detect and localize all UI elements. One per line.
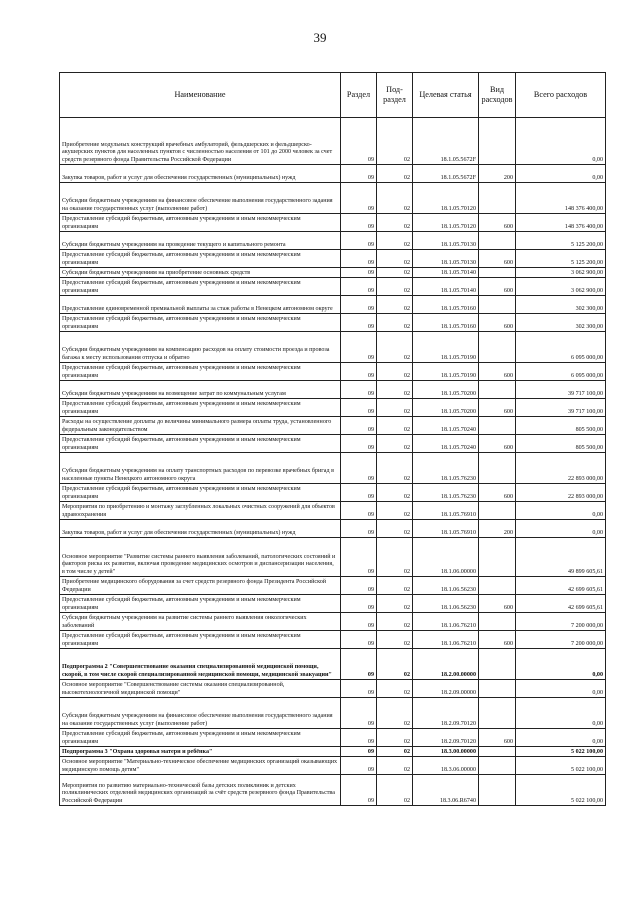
cell-name: Закупка товаров, работ и услуг для обеспечения государственных (муниципальных) нужд bbox=[60, 165, 341, 183]
cell-subsection: 02 bbox=[377, 250, 413, 268]
cell-name: Предоставление субсидий бюджетным, автономным учреждениям и иным некоммерческим организациям bbox=[60, 278, 341, 296]
cell-subsection: 02 bbox=[377, 757, 413, 775]
cell-name: Предоставление субсидий бюджетным, автономным учреждениям и иным некоммерческим организациям bbox=[60, 595, 341, 613]
cell-subsection: 02 bbox=[377, 296, 413, 314]
cell-name: Предоставление субсидий бюджетным, автономным учреждениям и иным некоммерческим организациям bbox=[60, 729, 341, 747]
cell-name: Мероприятия по развитию материально-технической базы детских поликлиник и детских поликлинических отделений медицинских организаций за счёт средств резервного фонда Правительства Российской Федерации bbox=[60, 775, 341, 806]
cell-name: Подпрограмма 2 "Совершенствование оказания специализированной медицинской помощи, скорой, в том числе скорой специализированной медицинской помощи, медицинской эвакуации" bbox=[60, 649, 341, 680]
cell-total: 0,00 bbox=[516, 649, 606, 680]
cell-name: Предоставление субсидий бюджетным, автономным учреждениям и иным некоммерческим организациям bbox=[60, 250, 341, 268]
cell-subsection: 02 bbox=[377, 502, 413, 520]
cell-kind: 600 bbox=[479, 399, 516, 417]
cell-section: 09 bbox=[341, 680, 377, 698]
cell-total: 5 125 200,00 bbox=[516, 250, 606, 268]
cell-target: 18.2.00.00000 bbox=[413, 649, 479, 680]
cell-section: 09 bbox=[341, 453, 377, 484]
cell-target: 18.3.06.R6740 bbox=[413, 775, 479, 806]
table-row bbox=[60, 577, 606, 595]
cell-kind: 600 bbox=[479, 484, 516, 502]
cell-kind bbox=[479, 502, 516, 520]
cell-subsection: 02 bbox=[377, 698, 413, 729]
cell-section: 09 bbox=[341, 757, 377, 775]
cell-subsection: 02 bbox=[377, 729, 413, 747]
cell-section: 09 bbox=[341, 417, 377, 435]
table-row bbox=[60, 502, 606, 520]
cell-target: 18.1.05.70200 bbox=[413, 381, 479, 399]
cell-section: 09 bbox=[341, 729, 377, 747]
cell-kind bbox=[479, 680, 516, 698]
table-row bbox=[60, 232, 606, 250]
cell-target: 18.1.05.76910 bbox=[413, 520, 479, 538]
table-row bbox=[60, 729, 606, 747]
cell-total: 3 062 900,00 bbox=[516, 278, 606, 296]
cell-name: Подпрограмма 3 "Охрана здоровья матери и ребёнка" bbox=[60, 747, 341, 757]
table-row bbox=[60, 631, 606, 649]
header-name: Наименование bbox=[60, 73, 341, 118]
cell-total: 0,00 bbox=[516, 729, 606, 747]
cell-section: 09 bbox=[341, 747, 377, 757]
cell-target: 18.1.05.70160 bbox=[413, 314, 479, 332]
cell-target: 18.1.05.70240 bbox=[413, 417, 479, 435]
cell-target: 18.1.06.56230 bbox=[413, 577, 479, 595]
cell-target: 18.1.05.70130 bbox=[413, 232, 479, 250]
cell-subsection: 02 bbox=[377, 381, 413, 399]
cell-section: 09 bbox=[341, 698, 377, 729]
table-row bbox=[60, 453, 606, 484]
cell-total: 42 699 605,61 bbox=[516, 577, 606, 595]
table-row bbox=[60, 613, 606, 631]
table-body bbox=[60, 118, 606, 806]
table-row bbox=[60, 417, 606, 435]
cell-section: 09 bbox=[341, 250, 377, 268]
table-row bbox=[60, 698, 606, 729]
cell-target: 18.1.06.56230 bbox=[413, 595, 479, 613]
cell-target: 18.1.05.70190 bbox=[413, 363, 479, 381]
cell-target: 18.2.09.70120 bbox=[413, 698, 479, 729]
page-number: 39 bbox=[313, 30, 327, 45]
table-row bbox=[60, 363, 606, 381]
cell-subsection: 02 bbox=[377, 631, 413, 649]
cell-subsection: 02 bbox=[377, 183, 413, 214]
cell-subsection: 02 bbox=[377, 538, 413, 577]
cell-kind bbox=[479, 747, 516, 757]
cell-section: 09 bbox=[341, 296, 377, 314]
cell-total: 6 095 000,00 bbox=[516, 332, 606, 363]
table-row bbox=[60, 399, 606, 417]
cell-subsection: 02 bbox=[377, 613, 413, 631]
cell-target: 18.1.05.5672F bbox=[413, 165, 479, 183]
cell-name: Расходы на осуществление доплаты до величины минимального размера оплаты труда, установленного федеральным законодательством bbox=[60, 417, 341, 435]
cell-section: 09 bbox=[341, 314, 377, 332]
cell-target: 18.1.05.70190 bbox=[413, 332, 479, 363]
table-row bbox=[60, 775, 606, 806]
cell-name: Приобретение модульных конструкций врачебных амбулаторий, фельдшерских и фельдшерско-акушерских пунктов для населенных пунктов с численностью населения от 101 до 2000 человек за счет средств резервного фонда Правительства Российской Федерации bbox=[60, 118, 341, 165]
cell-kind: 600 bbox=[479, 595, 516, 613]
cell-target: 18.1.05.70120 bbox=[413, 183, 479, 214]
cell-kind bbox=[479, 118, 516, 165]
cell-section: 09 bbox=[341, 484, 377, 502]
cell-target: 18.1.05.76230 bbox=[413, 484, 479, 502]
cell-subsection: 02 bbox=[377, 577, 413, 595]
cell-subsection: 02 bbox=[377, 649, 413, 680]
cell-total: 7 200 000,00 bbox=[516, 631, 606, 649]
cell-kind bbox=[479, 757, 516, 775]
cell-section: 09 bbox=[341, 268, 377, 278]
cell-target: 18.3.00.00000 bbox=[413, 747, 479, 757]
cell-kind: 600 bbox=[479, 278, 516, 296]
cell-name: Предоставление субсидий бюджетным, автономным учреждениям и иным некоммерческим организациям bbox=[60, 631, 341, 649]
cell-total: 3 062 900,00 bbox=[516, 268, 606, 278]
cell-total: 805 500,00 bbox=[516, 417, 606, 435]
cell-subsection: 02 bbox=[377, 332, 413, 363]
cell-section: 09 bbox=[341, 775, 377, 806]
cell-subsection: 02 bbox=[377, 417, 413, 435]
cell-kind: 600 bbox=[479, 250, 516, 268]
cell-name: Предоставление субсидий бюджетным, автономным учреждениям и иным некоммерческим организациям bbox=[60, 363, 341, 381]
table-row bbox=[60, 538, 606, 577]
cell-target: 18.1.05.70130 bbox=[413, 250, 479, 268]
cell-subsection: 02 bbox=[377, 118, 413, 165]
cell-kind bbox=[479, 698, 516, 729]
cell-section: 09 bbox=[341, 118, 377, 165]
cell-section: 09 bbox=[341, 435, 377, 453]
header-section: Раздел bbox=[341, 73, 377, 118]
cell-kind bbox=[479, 417, 516, 435]
table-row bbox=[60, 520, 606, 538]
cell-kind bbox=[479, 538, 516, 577]
cell-subsection: 02 bbox=[377, 165, 413, 183]
cell-name: Субсидии бюджетным учреждениям на проведение текущего и капитального ремонта bbox=[60, 232, 341, 250]
cell-total: 0,00 bbox=[516, 698, 606, 729]
cell-total: 302 300,00 bbox=[516, 314, 606, 332]
header-total: Всего расходов bbox=[516, 73, 606, 118]
cell-subsection: 02 bbox=[377, 453, 413, 484]
cell-target: 18.1.05.5672F bbox=[413, 118, 479, 165]
cell-target: 18.3.06.00000 bbox=[413, 757, 479, 775]
cell-target: 18.1.06.00000 bbox=[413, 538, 479, 577]
cell-subsection: 02 bbox=[377, 747, 413, 757]
cell-section: 09 bbox=[341, 232, 377, 250]
cell-subsection: 02 bbox=[377, 268, 413, 278]
header-subsection: Под- раздел bbox=[377, 73, 413, 118]
cell-total: 5 022 100,00 bbox=[516, 757, 606, 775]
cell-subsection: 02 bbox=[377, 363, 413, 381]
table-row bbox=[60, 278, 606, 296]
cell-total: 0,00 bbox=[516, 502, 606, 520]
header-kind: Вид расходов bbox=[479, 73, 516, 118]
cell-name: Субсидии бюджетным учреждениям на оплату транспортных расходов по перевозке врачебных бригад в населенные пункты Ненецкого автономного округа bbox=[60, 453, 341, 484]
cell-section: 09 bbox=[341, 381, 377, 399]
cell-subsection: 02 bbox=[377, 399, 413, 417]
cell-kind bbox=[479, 268, 516, 278]
cell-total: 805 500,00 bbox=[516, 435, 606, 453]
cell-kind: 600 bbox=[479, 214, 516, 232]
cell-section: 09 bbox=[341, 595, 377, 613]
cell-name: Субсидии бюджетным учреждениям на приобретение основных средств bbox=[60, 268, 341, 278]
table-row bbox=[60, 296, 606, 314]
cell-kind: 600 bbox=[479, 435, 516, 453]
cell-section: 09 bbox=[341, 183, 377, 214]
cell-target: 18.2.09.70120 bbox=[413, 729, 479, 747]
cell-name: Субсидии бюджетным учреждениям на возмещение затрат по коммунальным услугам bbox=[60, 381, 341, 399]
cell-section: 09 bbox=[341, 577, 377, 595]
budget-table bbox=[59, 72, 606, 806]
cell-subsection: 02 bbox=[377, 520, 413, 538]
header-target: Целевая статья bbox=[413, 73, 479, 118]
cell-kind: 600 bbox=[479, 314, 516, 332]
cell-target: 18.2.09.00000 bbox=[413, 680, 479, 698]
cell-subsection: 02 bbox=[377, 484, 413, 502]
cell-kind bbox=[479, 381, 516, 399]
cell-kind: 600 bbox=[479, 631, 516, 649]
cell-section: 09 bbox=[341, 214, 377, 232]
table-row bbox=[60, 214, 606, 232]
cell-section: 09 bbox=[341, 613, 377, 631]
cell-target: 18.1.05.70200 bbox=[413, 399, 479, 417]
table-header-row bbox=[60, 73, 606, 118]
cell-kind bbox=[479, 577, 516, 595]
cell-section: 09 bbox=[341, 363, 377, 381]
cell-name: Субсидии бюджетным учреждениям на компенсацию расходов на оплату стоимости проезда и провоза багажа к месту использования отпуска и обратно bbox=[60, 332, 341, 363]
cell-total: 39 717 100,00 bbox=[516, 399, 606, 417]
cell-target: 18.1.05.70160 bbox=[413, 296, 479, 314]
cell-name: Предоставление субсидий бюджетным, автономным учреждениям и иным некоммерческим организациям bbox=[60, 314, 341, 332]
cell-section: 09 bbox=[341, 520, 377, 538]
cell-target: 18.1.05.70120 bbox=[413, 214, 479, 232]
table-row bbox=[60, 649, 606, 680]
cell-name: Предоставление субсидий бюджетным, автономным учреждениям и иным некоммерческим организациям bbox=[60, 399, 341, 417]
cell-kind: 600 bbox=[479, 729, 516, 747]
cell-name: Предоставление субсидий бюджетным, автономным учреждениям и иным некоммерческим организациям bbox=[60, 484, 341, 502]
cell-section: 09 bbox=[341, 332, 377, 363]
cell-total: 49 899 605,61 bbox=[516, 538, 606, 577]
cell-kind bbox=[479, 183, 516, 214]
cell-name: Предоставление единовременной премиальной выплаты за стаж работы в Ненецком автономном округе bbox=[60, 296, 341, 314]
cell-subsection: 02 bbox=[377, 435, 413, 453]
cell-total: 6 095 000,00 bbox=[516, 363, 606, 381]
cell-subsection: 02 bbox=[377, 232, 413, 250]
cell-total: 7 200 000,00 bbox=[516, 613, 606, 631]
cell-section: 09 bbox=[341, 649, 377, 680]
table-row bbox=[60, 381, 606, 399]
cell-subsection: 02 bbox=[377, 214, 413, 232]
cell-kind bbox=[479, 613, 516, 631]
table-row bbox=[60, 118, 606, 165]
cell-target: 18.1.05.70140 bbox=[413, 278, 479, 296]
table-row bbox=[60, 484, 606, 502]
cell-total: 302 300,00 bbox=[516, 296, 606, 314]
cell-total: 42 699 605,61 bbox=[516, 595, 606, 613]
cell-total: 5 125 200,00 bbox=[516, 232, 606, 250]
cell-kind bbox=[479, 332, 516, 363]
table-row bbox=[60, 332, 606, 363]
cell-section: 09 bbox=[341, 538, 377, 577]
cell-subsection: 02 bbox=[377, 278, 413, 296]
cell-target: 18.1.06.76210 bbox=[413, 631, 479, 649]
cell-total: 5 022 100,00 bbox=[516, 775, 606, 806]
cell-total: 0,00 bbox=[516, 118, 606, 165]
cell-kind bbox=[479, 649, 516, 680]
cell-total: 39 717 100,00 bbox=[516, 381, 606, 399]
cell-target: 18.1.05.70140 bbox=[413, 268, 479, 278]
table-row bbox=[60, 314, 606, 332]
cell-name: Субсидии бюджетным учреждениям на финансовое обеспечение выполнения государственного задания на оказание государственных услуг (выполнение работ) bbox=[60, 183, 341, 214]
table-row bbox=[60, 747, 606, 757]
cell-target: 18.1.05.76230 bbox=[413, 453, 479, 484]
cell-section: 09 bbox=[341, 278, 377, 296]
table-row bbox=[60, 250, 606, 268]
cell-subsection: 02 bbox=[377, 680, 413, 698]
cell-name: Основное мероприятие "Материально-техническое обеспечение медицинских организаций оказывающих медицинскую помощь детям" bbox=[60, 757, 341, 775]
cell-name: Основное мероприятие "Совершенствование системы оказания специализированной, высокотехнологичной медицинской помощи" bbox=[60, 680, 341, 698]
cell-subsection: 02 bbox=[377, 775, 413, 806]
cell-name: Предоставление субсидий бюджетным, автономным учреждениям и иным некоммерческим организациям bbox=[60, 214, 341, 232]
cell-total: 148 376 400,00 bbox=[516, 214, 606, 232]
table-row bbox=[60, 595, 606, 613]
cell-name: Закупка товаров, работ и услуг для обеспечения государственных (муниципальных) нужд bbox=[60, 520, 341, 538]
table-row bbox=[60, 757, 606, 775]
cell-total: 22 893 000,00 bbox=[516, 453, 606, 484]
cell-subsection: 02 bbox=[377, 314, 413, 332]
cell-kind bbox=[479, 775, 516, 806]
cell-name: Приобретение медицинского оборудования за счет средств резервного фонда Президента Российской Федерации bbox=[60, 577, 341, 595]
table-row bbox=[60, 680, 606, 698]
cell-section: 09 bbox=[341, 502, 377, 520]
cell-total: 148 376 400,00 bbox=[516, 183, 606, 214]
cell-kind bbox=[479, 296, 516, 314]
cell-subsection: 02 bbox=[377, 595, 413, 613]
cell-target: 18.1.06.76210 bbox=[413, 613, 479, 631]
cell-total: 0,00 bbox=[516, 520, 606, 538]
cell-kind: 600 bbox=[479, 363, 516, 381]
cell-target: 18.1.05.70240 bbox=[413, 435, 479, 453]
cell-kind: 200 bbox=[479, 520, 516, 538]
cell-name: Субсидии бюджетным учреждениям на финансовое обеспечение выполнения государственного задания на оказание государственных услуг (выполнение работ) bbox=[60, 698, 341, 729]
table-row bbox=[60, 183, 606, 214]
table-row bbox=[60, 435, 606, 453]
cell-name: Субсидии бюджетным учреждениям на развитие системы раннего выявления онкологических заболеваний bbox=[60, 613, 341, 631]
cell-kind bbox=[479, 453, 516, 484]
cell-total: 0,00 bbox=[516, 680, 606, 698]
cell-name: Предоставление субсидий бюджетным, автономным учреждениям и иным некоммерческим организациям bbox=[60, 435, 341, 453]
cell-section: 09 bbox=[341, 165, 377, 183]
cell-total: 0,00 bbox=[516, 165, 606, 183]
cell-kind: 200 bbox=[479, 165, 516, 183]
table-row bbox=[60, 268, 606, 278]
cell-name: Мероприятия по приобретению и монтажу заглубленных локальных очистных сооружений для объектов здравоохранения bbox=[60, 502, 341, 520]
cell-target: 18.1.05.76910 bbox=[413, 502, 479, 520]
cell-total: 5 022 100,00 bbox=[516, 747, 606, 757]
table-row bbox=[60, 165, 606, 183]
cell-section: 09 bbox=[341, 631, 377, 649]
cell-kind bbox=[479, 232, 516, 250]
cell-section: 09 bbox=[341, 399, 377, 417]
cell-total: 22 893 000,00 bbox=[516, 484, 606, 502]
cell-name: Основное мероприятие "Развитие системы раннего выявления заболеваний, патологических состояний и факторов риска их развития, включая проведение медицинских осмотров и диспансеризации населения, в том числе у детей" bbox=[60, 538, 341, 577]
